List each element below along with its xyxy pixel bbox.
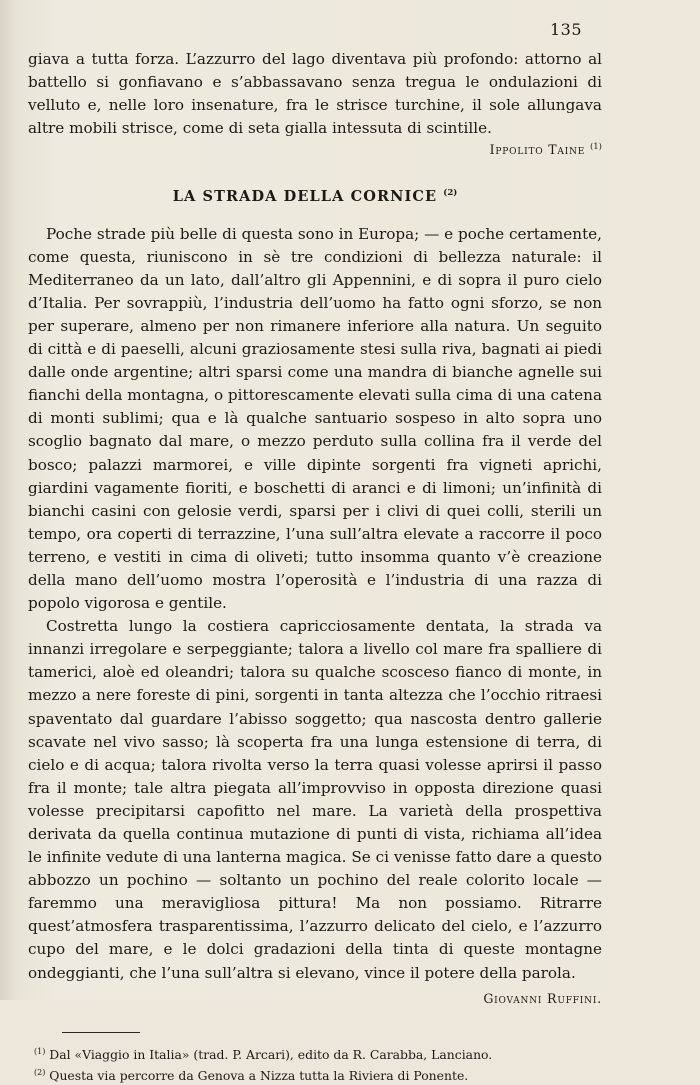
- footnote-mark: (2): [34, 1067, 46, 1077]
- continued-paragraph: giava a tutta forza. L’azzurro del lago diventava più profondo: attorno al battello si gonfiavano e s’abbassavano senza tregua le ondulazioni di velluto e, nelle loro insenature, fra le strisce turchine, il sole allungava altre mobili strisce, come di seta gialla intessuta di scintille.: [28, 50, 602, 138]
- footnote-ref-2: (2): [443, 187, 458, 198]
- section-title-text: LA STRADA DELLA CORNICE: [172, 187, 438, 205]
- author-attribution-taine: [28, 142, 602, 157]
- body-paragraph-1: Poche strade più belle di questa sono in Europa; — e poche certamente, come questa, riuniscono in sè tre condizioni di bellezza naturale: il Mediterraneo da un lato, dall’altro gli Appennini, e di sopra il puro cielo d’Italia. Per sovrappiù, l’industria dell’uomo ha fatto ogni sforzo, se non per superare, almeno per non rimanere inferiore alla natura. Un seguito di città e di paeselli, alcuni graziosamente stesi sulla riva, bagnati ai piedi dalle onde argentine; altri sparsi come una mandra di bianche agnelle sui fianchi della montagna, o pittorescamente elevati sulla cima di una catena di monti sublimi; qua e là qualche santuario sospeso in alto sopra uno scoglio bagnato dal mare, o mezzo perduto sulla collina fra il verde del bosco; palazzi marmorei, e ville dipinte sorgenti fra vigneti aprichi, giardini vagamente fioriti, e boschetti di aranci e di limoni; un’infinità di bianchi casini con gelosie verdi, sparsi per i clivi di quei colli, sterili un tempo, ora coperti di terrazzine, l’una sull’altra elevate a raccorre il poco terreno, e vestiti in cima di oliveti; tutto insomma quanto v’è creazione della mano dell’uomo mostra l’operosità e l’industria di una razza di popolo vigorosa e gentile.: [28, 224, 602, 613]
- footnote-1: [34, 1043, 602, 1064]
- section-title: [28, 188, 602, 205]
- footnote-ref-1: (1): [589, 142, 602, 153]
- footnotes: [34, 1043, 602, 1085]
- footnote-mark: (1): [34, 1046, 46, 1056]
- author-attribution-ruffini: Giovanni Ruffini.: [483, 990, 602, 1006]
- author-name: Ippolito Taine: [489, 142, 586, 158]
- footnote-divider: [62, 1032, 140, 1033]
- page-content: [28, 48, 602, 1085]
- footnote-text: Questa via percorre da Genova a Nizza tutta la Riviera di Ponente.: [49, 1067, 469, 1083]
- body-paragraph-2: Costretta lungo la costiera capricciosamente dentata, la strada va innanzi irregolare e serpeggiante; talora a livello col mare fra spalliere di tamerici, aloè ed oleandri; talora su qualche scosceso fianco di monte, in mezzo a nere foreste di pini, sorgenti in tanta altezza che l’occhio ritraesi spaventato dal guardare l’abisso soggetto; qua nascosta dentro gallerie scavate nel vivo sasso; là scoperta fra una lunga estensione di terra, di cielo e di acqua; talora rivolta verso la terra quasi volesse aprirsi il passo fra il monte; tale altra piegata all’improvviso in opposta direzione quasi volesse precipitarsi capofitto nel mare. La varietà della prospettiva derivata da quella continua mutazione di punti di vista, richiama all’idea le infinite vedute di una lanterna magica. Se ci venisse fatto dare a questo abbozzo un pochino — soltanto un pochino del reale colorito locale — faremmo una meravigliosa pittura! Ma non possiamo. Ritrarre quest’atmosfera trasparentissima, l’azzurro delicato del cielo, e l’azzurro cupo del mare, e le dolci gradazioni della tinta di queste montagne ondeggianti, che l’una sull’altra si elevano, vince il potere della parola.: [28, 617, 602, 982]
- page-number: 135: [549, 20, 582, 39]
- footnote-text: Dal «Viaggio in Italia» (trad. P. Arcari), edito da R. Carabba, Lanciano.: [49, 1046, 493, 1062]
- footnote-2: [34, 1064, 602, 1085]
